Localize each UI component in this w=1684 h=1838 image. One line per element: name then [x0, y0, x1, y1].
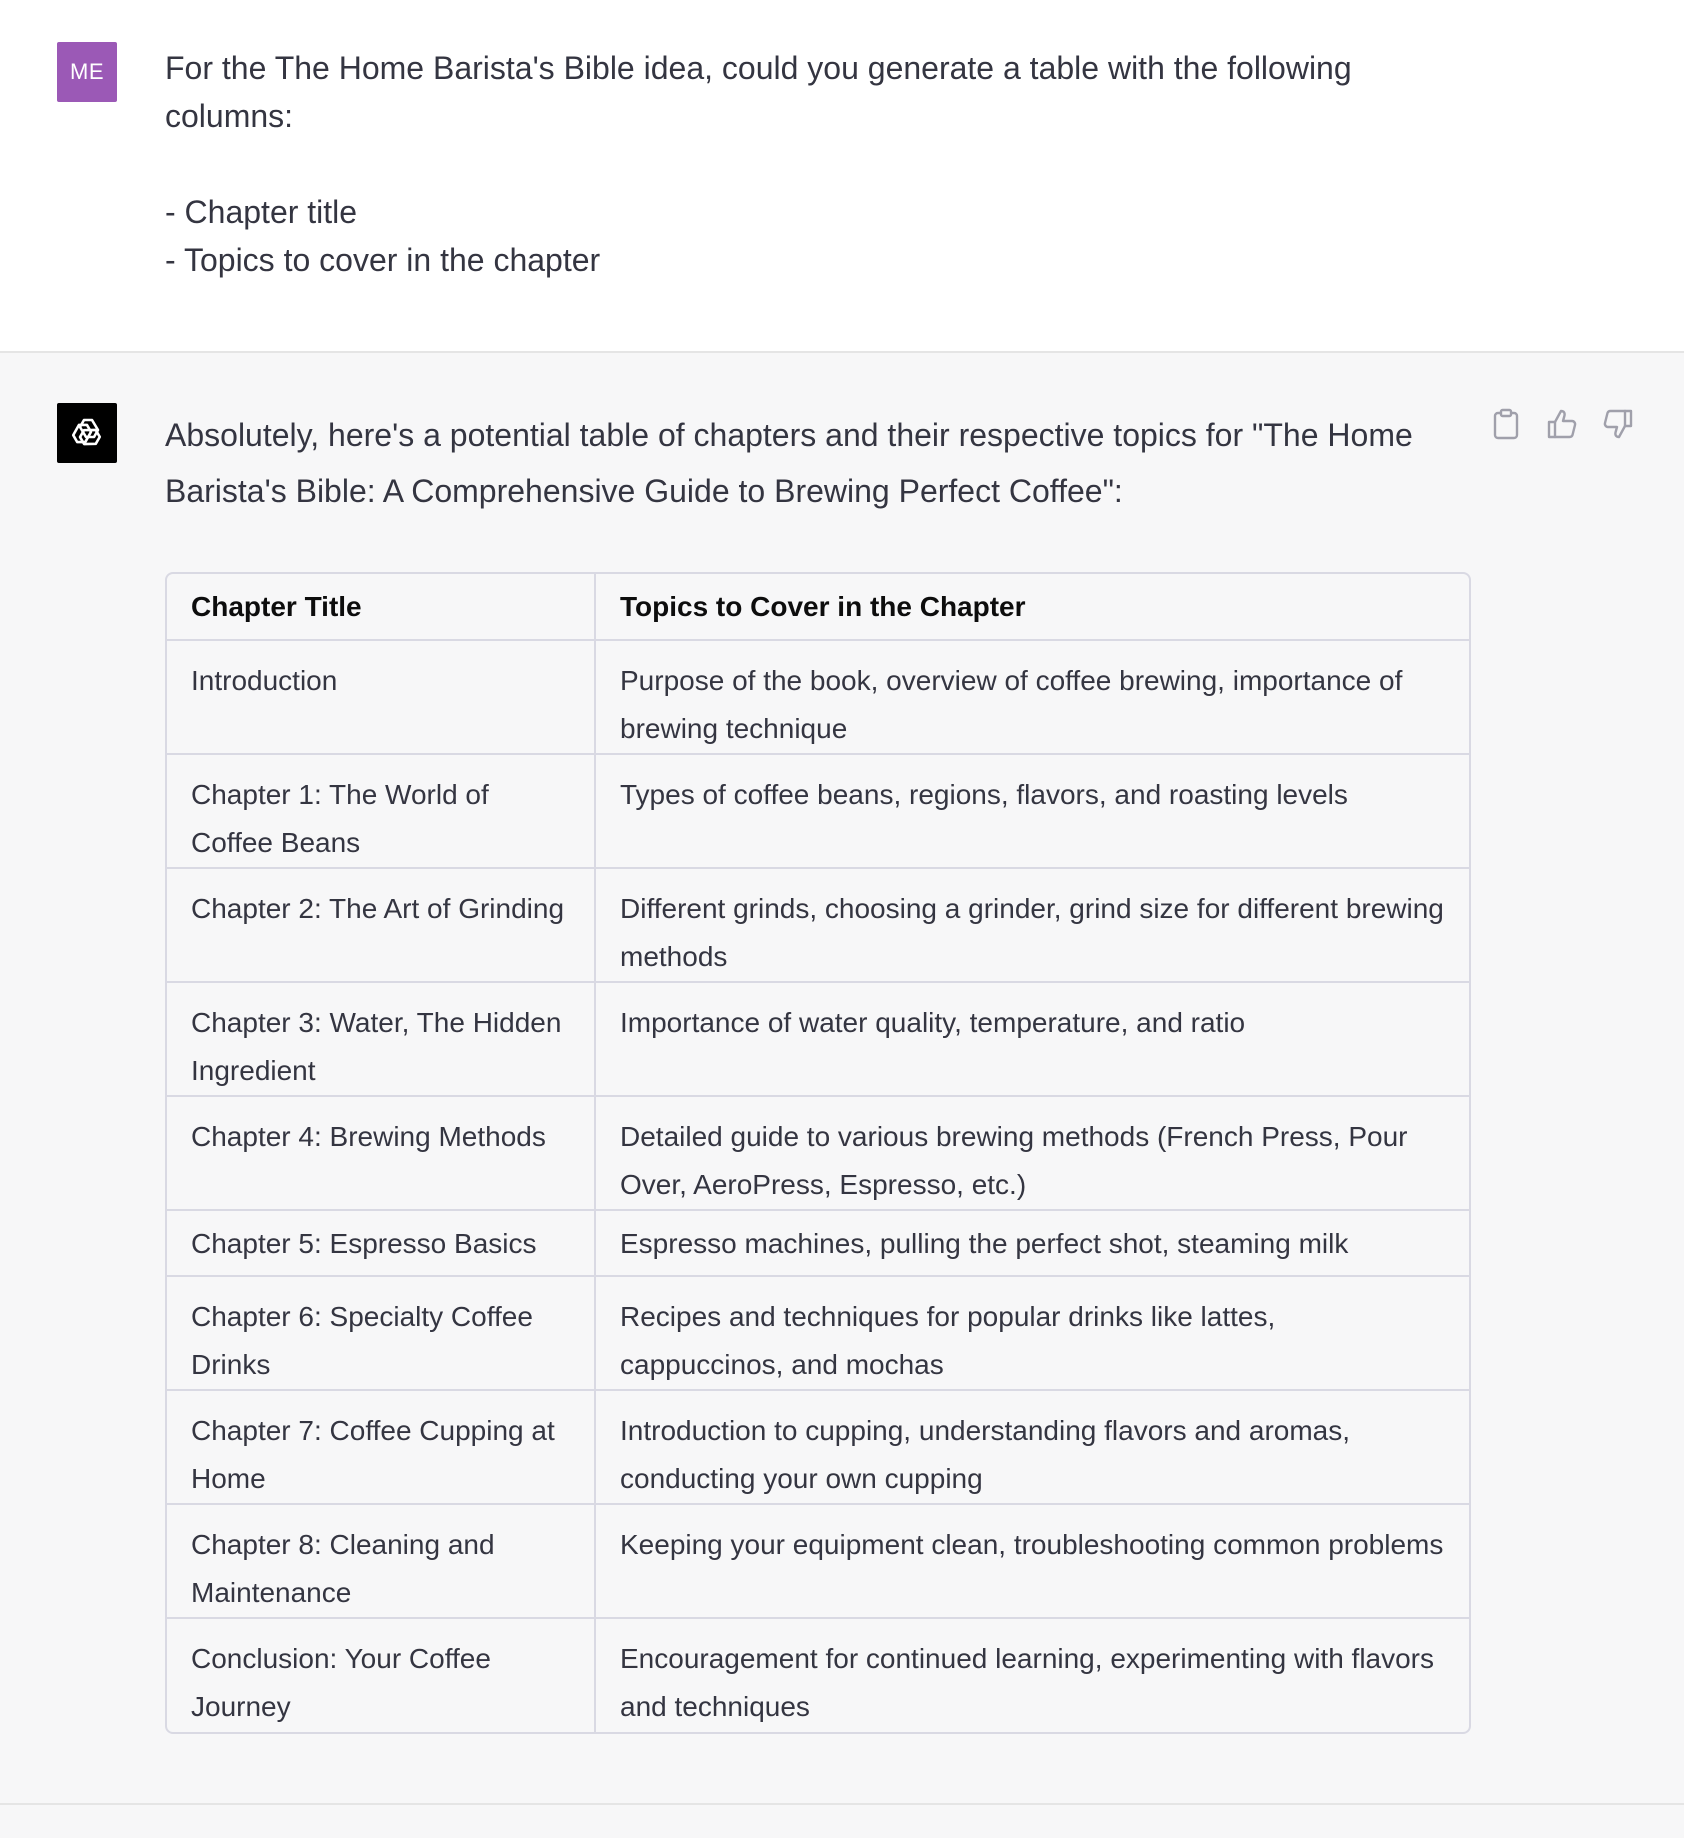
- assistant-message: [0, 353, 1684, 1805]
- thumbs-up-icon[interactable]: [1546, 408, 1578, 440]
- table-cell-chapter: Chapter 4: Brewing Methods: [167, 1096, 595, 1210]
- table-cell-topics: Importance of water quality, temperature, and ratio: [595, 982, 1469, 1096]
- table-cell-topics: Recipes and techniques for popular drinks like lattes, cappuccinos, and mochas: [595, 1276, 1469, 1390]
- table-header-chapter-title: Chapter Title: [167, 574, 595, 640]
- openai-logo-icon: [57, 403, 117, 463]
- table-row: [167, 640, 1469, 754]
- table-row: [167, 868, 1469, 982]
- assistant-intro-text: Absolutely, here's a potential table of chapters and their respective topics for "The Home Barista's Bible: A Comprehensive Guide to Brewing Perfect Coffee":: [165, 417, 1413, 509]
- table-cell-chapter: Chapter 8: Cleaning and Maintenance: [167, 1504, 595, 1618]
- table-cell-chapter: Chapter 2: The Art of Grinding: [167, 868, 595, 982]
- table-row: [167, 1504, 1469, 1618]
- table-header-topics: Topics to Cover in the Chapter: [595, 574, 1469, 640]
- table-cell-topics: Purpose of the book, overview of coffee brewing, importance of brewing technique: [595, 640, 1469, 754]
- table-cell-topics: Keeping your equipment clean, troubleshooting common problems: [595, 1504, 1469, 1618]
- table-row: [167, 754, 1469, 868]
- user-avatar-initials: ME: [70, 59, 104, 84]
- table-row: [167, 1096, 1469, 1210]
- user-message-line: For the The Home Barista's Bible idea, could you generate a table with the following columns:: [165, 50, 1352, 134]
- table-cell-chapter: Chapter 6: Specialty Coffee Drinks: [167, 1276, 595, 1390]
- user-message-text: [165, 44, 1365, 284]
- table-cell-topics: Types of coffee beans, regions, flavors, and roasting levels: [595, 754, 1469, 868]
- user-message: [0, 0, 1684, 353]
- thumbs-down-icon[interactable]: [1602, 408, 1634, 440]
- table-cell-topics: Introduction to cupping, understanding flavors and aromas, conducting your own cupping: [595, 1390, 1469, 1504]
- table-row: [167, 1390, 1469, 1504]
- table-row: [167, 1618, 1469, 1732]
- table-cell-topics: Detailed guide to various brewing methods (French Press, Pour Over, AeroPress, Espresso, etc.): [595, 1096, 1469, 1210]
- table-row: [167, 1276, 1469, 1390]
- table-cell-topics: Espresso machines, pulling the perfect shot, steaming milk: [595, 1210, 1469, 1276]
- copy-icon[interactable]: [1490, 408, 1522, 440]
- table-cell-topics: Different grinds, choosing a grinder, grind size for different brewing methods: [595, 868, 1469, 982]
- table-row: [167, 1210, 1469, 1276]
- table-cell-chapter: Chapter 5: Espresso Basics: [167, 1210, 595, 1276]
- table-row: [167, 982, 1469, 1096]
- table-cell-chapter: Conclusion: Your Coffee Journey: [167, 1618, 595, 1732]
- chapters-table: [165, 572, 1471, 1734]
- table-cell-topics: Encouragement for continued learning, experimenting with flavors and techniques: [620, 1643, 1435, 1722]
- table-cell-chapter: Chapter 3: Water, The Hidden Ingredient: [167, 982, 595, 1096]
- user-avatar: [57, 42, 117, 102]
- user-message-line: - Chapter title: [165, 194, 358, 230]
- user-message-line: - Topics to cover in the chapter: [165, 242, 601, 278]
- message-actions: [1490, 408, 1634, 440]
- table-cell-chapter: Chapter 1: The World of Coffee Beans: [167, 754, 595, 868]
- table-cell-chapter: Chapter 7: Coffee Cupping at Home: [167, 1390, 595, 1504]
- table-cell-chapter: Introduction: [167, 640, 595, 754]
